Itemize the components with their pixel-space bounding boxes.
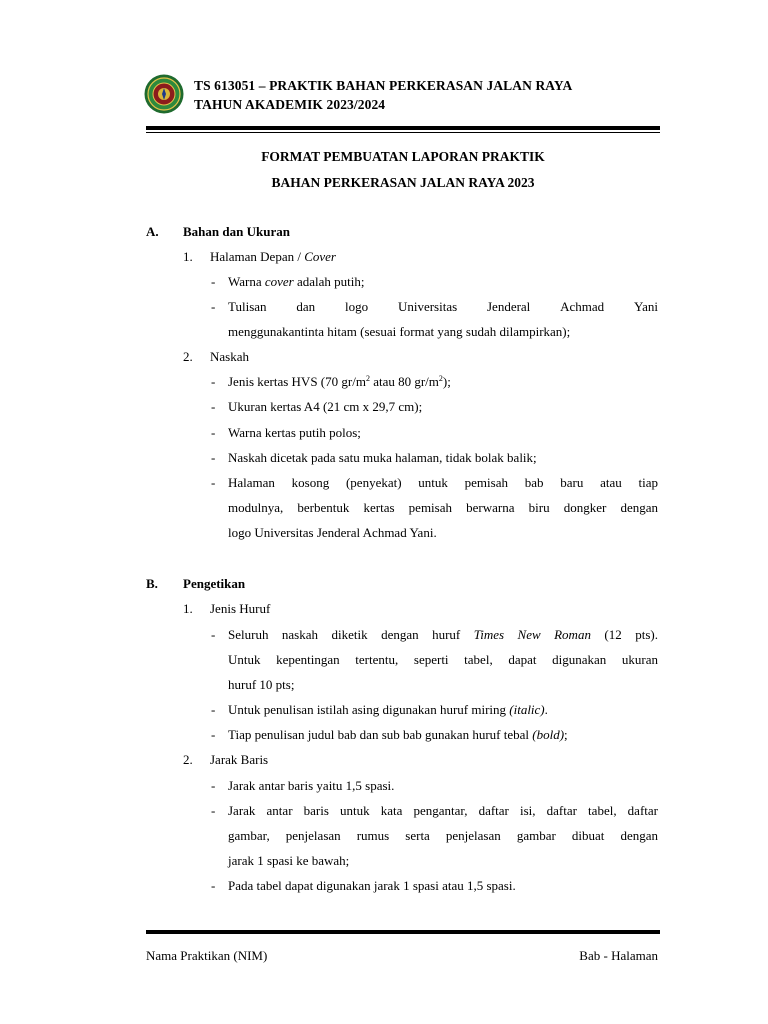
bullet-dash: - — [211, 374, 216, 389]
header-course-title: TS 613051 – PRAKTIK BAHAN PERKERASAN JALAN RAYA — [194, 78, 573, 93]
section-b-title: Pengetikan — [183, 576, 246, 591]
bullet-dash: - — [211, 803, 216, 818]
list-item-cover-text-line1: Tulisan dan logo Universitas Jenderal Achmad Yani — [228, 299, 658, 314]
bullet-dash: - — [211, 702, 216, 717]
item-number: 2. — [183, 752, 193, 767]
list-item-separator-line3: logo Universitas Jenderal Achmad Yani. — [228, 525, 437, 540]
list-item-cover-text-line2: menggunakantinta hitam (sesuai format yang sudah dilampirkan); — [228, 324, 571, 339]
header-divider-thin — [146, 132, 660, 133]
list-item-spacing-line1: Jarak antar baris untuk kata pengantar, daftar isi, daftar tabel, daftar — [228, 803, 658, 818]
section-b-letter: B. — [146, 576, 158, 591]
item-font-label: Jenis Huruf — [210, 601, 271, 616]
bullet-dash: - — [211, 878, 216, 893]
bullet-dash: - — [211, 727, 216, 742]
list-item-font-line3: huruf 10 pts; — [228, 677, 295, 692]
list-item-cover-color: Warna cover adalah putih; — [228, 274, 365, 289]
footer-divider — [146, 930, 660, 934]
document-title-line1: FORMAT PEMBUATAN LAPORAN PRAKTIK — [261, 149, 545, 164]
section-a-letter: A. — [146, 224, 159, 239]
bullet-dash: - — [211, 778, 216, 793]
list-item-spacing-line3: jarak 1 spasi ke bawah; — [228, 853, 350, 868]
list-item-paper-color: Warna kertas putih polos; — [228, 425, 361, 440]
bullet-dash: - — [211, 475, 216, 490]
bullet-dash: - — [211, 425, 216, 440]
list-item-print-side: Naskah dicetak pada satu muka halaman, tidak bolak balik; — [228, 450, 537, 465]
bullet-dash: - — [211, 399, 216, 414]
footer-student-name: Nama Praktikan (NIM) — [146, 948, 268, 963]
list-item-font-line1: Seluruh naskah diketik dengan huruf Times New Roman (12 pts). — [228, 627, 658, 642]
bullet-dash: - — [211, 627, 216, 642]
list-item-paper-type: Jenis kertas HVS (70 $gr/m^2$ atau 80 $gr/m^2$); — [228, 374, 451, 389]
university-seal-logo-icon — [144, 74, 184, 114]
list-item-italic: Untuk penulisan istilah asing digunakan huruf miring (italic). — [228, 702, 548, 717]
header-divider-thick — [146, 126, 660, 130]
item-naskah-label: Naskah — [210, 349, 249, 364]
item-number: 2. — [183, 349, 193, 364]
section-a-title: Bahan dan Ukuran — [183, 224, 290, 239]
list-item-separator-line2: modulnya, berbentuk kertas pemisah berwarna biru dongker dengan — [228, 500, 658, 515]
document-title-line2: BAHAN PERKERASAN JALAN RAYA 2023 — [271, 175, 535, 190]
list-item-line-spacing: Jarak antar baris yaitu 1,5 spasi. — [228, 778, 395, 793]
item-spacing-label: Jarak Baris — [210, 752, 269, 767]
list-item-separator-line1: Halaman kosong (penyekat) untuk pemisah bab baru atau tiap — [228, 475, 658, 490]
bullet-dash: - — [211, 299, 216, 314]
list-item-bold: Tiap penulisan judul bab dan sub bab gunakan huruf tebal (bold); — [228, 727, 568, 742]
list-item-font-line2: Untuk kepentingan tertentu, seperti tabel, dapat digunakan ukuran — [228, 652, 658, 667]
list-item-paper-size: Ukuran kertas A4 (21 cm x 29,7 cm); — [228, 399, 423, 414]
item-number: 1. — [183, 249, 193, 264]
header-academic-year: TAHUN AKADEMIK 2023/2024 — [194, 97, 386, 112]
bullet-dash: - — [211, 450, 216, 465]
item-number: 1. — [183, 601, 193, 616]
list-item-spacing-line2: gambar, penjelasan rumus serta penjelasan gambar dibuat dengan — [228, 828, 658, 843]
footer-page-info: Bab - Halaman — [579, 948, 658, 963]
list-item-table-spacing: Pada tabel dapat digunakan jarak 1 spasi atau 1,5 spasi. — [228, 878, 516, 893]
item-cover-label: Halaman Depan / Cover — [210, 249, 336, 264]
bullet-dash: - — [211, 274, 216, 289]
